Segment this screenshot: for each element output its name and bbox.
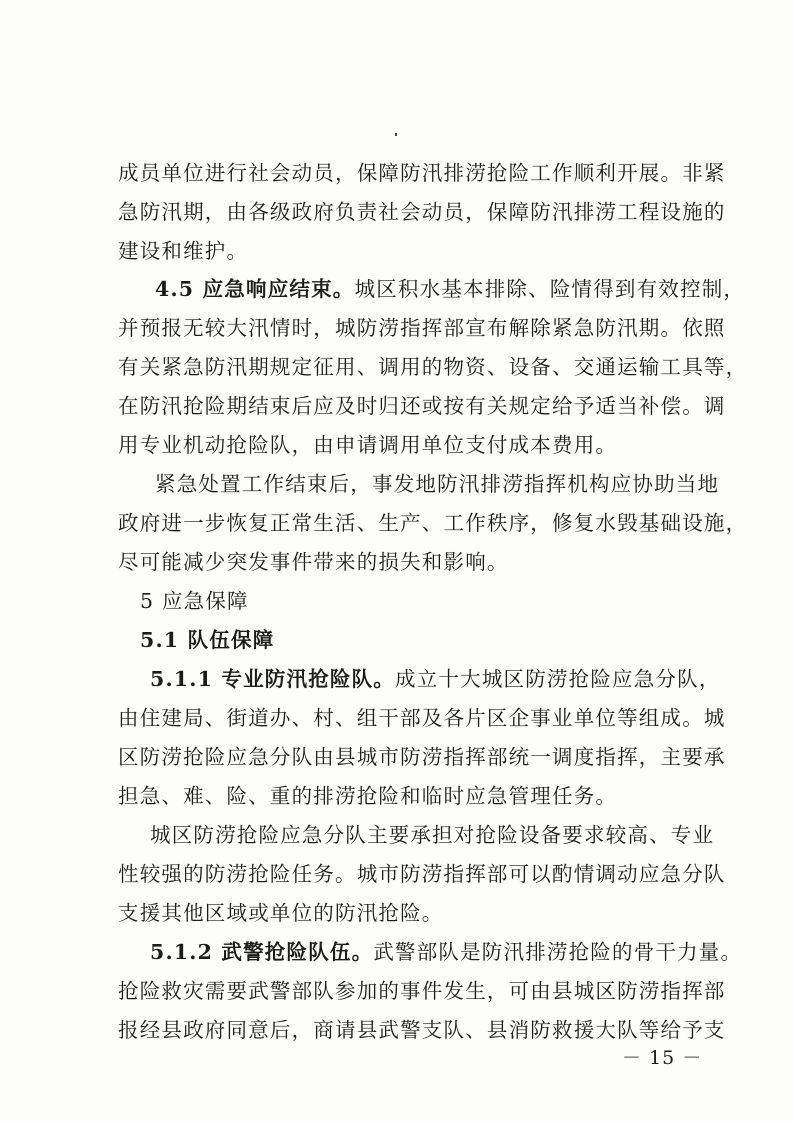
scan-mark xyxy=(395,133,397,136)
section-5-1-1-first-line xyxy=(150,664,721,694)
body-text-line: 建设和维护。 xyxy=(118,239,249,263)
body-text: 城区积水基本排除、险情得到有效控制， xyxy=(354,277,746,301)
body-text-line: 政府进一步恢复正常生活、生产、工作秩序，修复水毁基础设施， xyxy=(118,511,748,535)
body-text-line: 用专业机动抢险队，由申请调用单位支付成本费用。 xyxy=(118,433,618,457)
section-5-1-heading: 5.1 队伍保障 xyxy=(140,628,275,652)
body-text: 成立十大城区防涝抢险应急分队， xyxy=(395,667,721,691)
page-number: － 15 － xyxy=(622,1047,703,1069)
body-text-line: 成员单位进行社会动员，保障防汛排涝抢险工作顺利开展。非紧 xyxy=(118,161,726,185)
section-5-heading: 5 应急保障 xyxy=(140,589,249,613)
body-text-line: 紧急处置工作结束后，事发地防汛排涝指挥机构应协助当地 xyxy=(155,472,720,496)
body-text-line: 由住建局、街道办、村、组干部及各片区企事业单位等组成。城 xyxy=(118,706,726,730)
section-5-1-1-heading: 5.1.1 专业防汛抢险队。 xyxy=(150,667,396,691)
section-4-5-heading: 4.5 应急响应结束。 xyxy=(155,277,355,301)
body-text-line: 支援其他区域或单位的防汛抢险。 xyxy=(118,901,444,925)
body-text-line: 急防汛期，由各级政府负责社会动员，保障防汛排涝工程设施的 xyxy=(118,200,726,224)
body-text-line: 城区防涝抢险应急分队主要承担对抢险设备要求较高、专业 xyxy=(150,823,715,847)
section-4-5-first-line xyxy=(155,274,745,304)
body-text-line: 有关紧急防汛期规定征用、调用的物资、设备、交通运输工具等， xyxy=(118,355,748,379)
section-5-1-2-heading: 5.1.2 武警抢险队伍。 xyxy=(150,940,374,964)
body-text-line: 抢险救灾需要武警部队参加的事件发生，可由县城区防涝指挥部 xyxy=(118,979,726,1003)
body-text-line: 区防涝抢险应急分队由县城市防涝指挥部统一调度指挥，主要承 xyxy=(118,745,726,769)
body-text-line: 尽可能减少突发事件带来的损失和影响。 xyxy=(118,550,509,574)
section-5-1-2-first-line xyxy=(150,937,742,967)
body-text-line: 担急、难、险、重的排涝抢险和临时应急管理任务。 xyxy=(118,784,618,808)
body-text-line: 性较强的防涝抢险任务。城市防涝指挥部可以酌情调动应急分队 xyxy=(118,862,726,886)
body-text-line: 在防汛抢险期结束后应及时归还或按有关规定给予适当补偿。调 xyxy=(118,394,726,418)
body-text-line: 报经县政府同意后，商请县武警支队、县消防救援大队等给予支 xyxy=(118,1018,726,1042)
body-text-line: 并预报无较大汛情时，城防涝指挥部宣布解除紧急防汛期。依照 xyxy=(118,316,726,340)
body-text: 武警部队是防汛排涝抢险的骨干力量。 xyxy=(373,940,743,964)
